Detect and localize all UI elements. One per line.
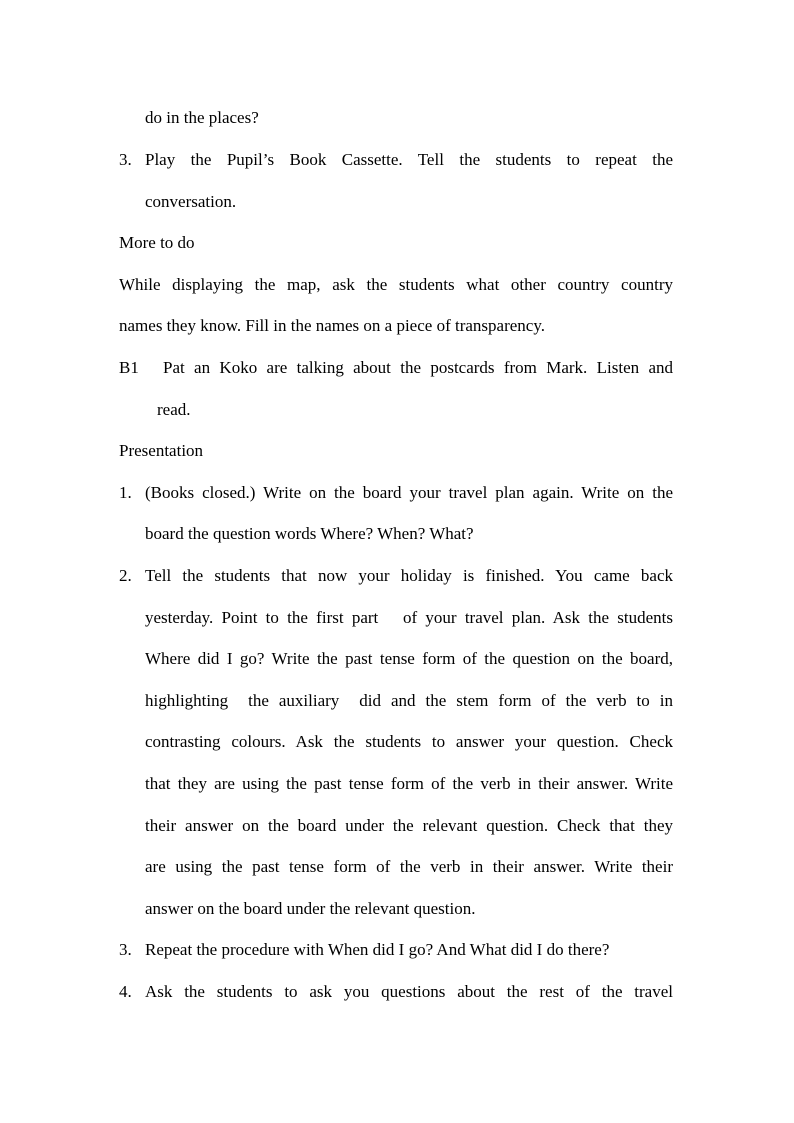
step-text-line: Ask the students to ask you questions about the rest of the travel: [145, 982, 673, 1001]
step-text-line: highlighting the auxiliary did and the stem form of the verb to in: [145, 691, 673, 710]
step-text-line: Repeat the procedure with When did I go? And What did I do there?: [145, 940, 610, 959]
paragraph-line: While displaying the map, ask the students what other country country: [119, 275, 673, 294]
activity-text-line: Pat an Koko are talking about the postcards from Mark. Listen and: [163, 358, 673, 377]
step-text-line: (Books closed.) Write on the board your travel plan again. Write on the: [145, 483, 673, 502]
step-text-line: conversation.: [145, 192, 237, 211]
step2-continuation-line: do in the places?: [145, 108, 259, 127]
activity-label-b1: B1: [119, 358, 139, 377]
activity-text-line: read.: [157, 400, 191, 419]
step-text-line: Where did I go? Write the past tense form of the question on the board,: [145, 649, 673, 668]
step-text-line: Play the Pupil’s Book Cassette. Tell the students to repeat the: [145, 150, 673, 169]
step-number: 1.: [119, 483, 132, 502]
step-number: 3.: [119, 940, 132, 959]
step-text-line: yesterday. Point to the first part of your travel plan. Ask the students: [145, 608, 673, 627]
step-number: 3.: [119, 150, 132, 169]
step-text-line: Tell the students that now your holiday is finished. You came back: [145, 566, 673, 585]
step-text-line: that they are using the past tense form of the verb in their answer. Write: [145, 774, 673, 793]
step-text-line: board the question words Where? When? What?: [145, 524, 474, 543]
paragraph-line: names they know. Fill in the names on a piece of transparency.: [119, 316, 545, 335]
step-text-line: answer on the board under the relevant question.: [145, 899, 476, 918]
step-text-line: are using the past tense form of the verb in their answer. Write their: [145, 857, 673, 876]
step-text-line: their answer on the board under the relevant question. Check that they: [145, 816, 673, 835]
step-number: 2.: [119, 566, 132, 585]
step-text-line: contrasting colours. Ask the students to answer your question. Check: [145, 732, 673, 751]
section-heading-more-to-do: More to do: [119, 233, 195, 252]
section-heading-presentation: Presentation: [119, 441, 204, 460]
step-number: 4.: [119, 982, 132, 1001]
